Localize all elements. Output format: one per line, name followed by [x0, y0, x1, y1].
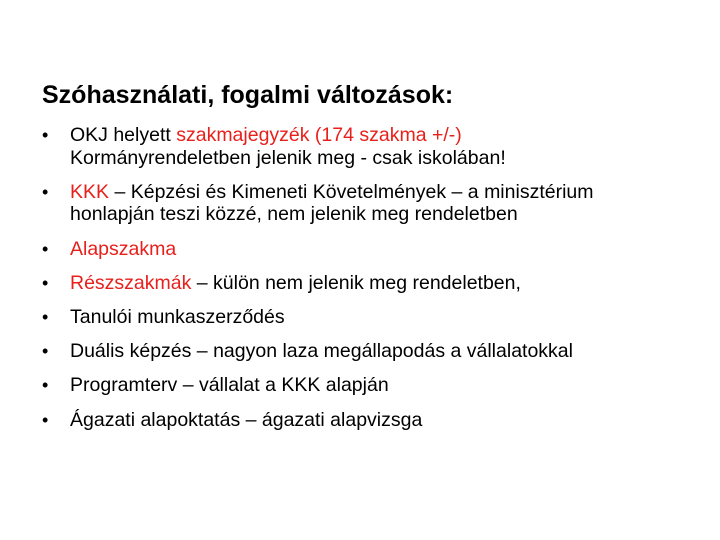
item-text: Duális képzés – nagyon laza megállapodás a vállalatokkal	[70, 340, 573, 363]
item-text: Tanulói munkaszerződés	[70, 305, 285, 328]
bullet-icon: •	[42, 341, 49, 362]
list-item	[42, 409, 702, 432]
bullet-icon: •	[42, 238, 49, 259]
list-item	[42, 374, 702, 397]
item-continuation: honlapján teszi közzé, nem jelenik meg rendeletben	[70, 203, 518, 226]
bullet-icon: •	[42, 409, 49, 430]
item-continuation: Kormányrendeletben jelenik meg - csak iskolában!	[70, 146, 506, 169]
item-text: OKJ helyett	[70, 124, 177, 146]
list-item	[42, 181, 702, 226]
item-text: Ágazati alapoktatás – ágazati alapvizsga	[70, 408, 423, 431]
item-rest: – Képzési és Kimeneti Követelmények – a minisztérium	[109, 180, 594, 203]
bullet-icon: •	[42, 375, 49, 396]
bullet-icon: •	[42, 125, 49, 145]
bullet-icon: •	[42, 272, 49, 293]
item-highlight: KKK	[70, 180, 110, 203]
item-text: Programterv – vállalat a KKK alapján	[70, 374, 389, 397]
slide-title: Szóhasználati, fogalmi változások:	[42, 81, 454, 109]
item-highlight: Részszakmák	[70, 271, 192, 294]
bullet-icon: •	[42, 306, 49, 327]
item-highlight: szakmajegyzék (174 szakma +/-)	[176, 124, 462, 146]
list-item	[42, 272, 702, 295]
bullet-list	[42, 124, 702, 443]
list-item	[42, 340, 702, 363]
item-rest: – külön nem jelenik meg rendeletben,	[191, 271, 521, 294]
item-highlight: Alapszakma	[70, 237, 177, 260]
bullet-icon: •	[42, 181, 49, 202]
list-item	[42, 124, 702, 169]
list-item	[42, 306, 702, 329]
list-item	[42, 238, 702, 261]
